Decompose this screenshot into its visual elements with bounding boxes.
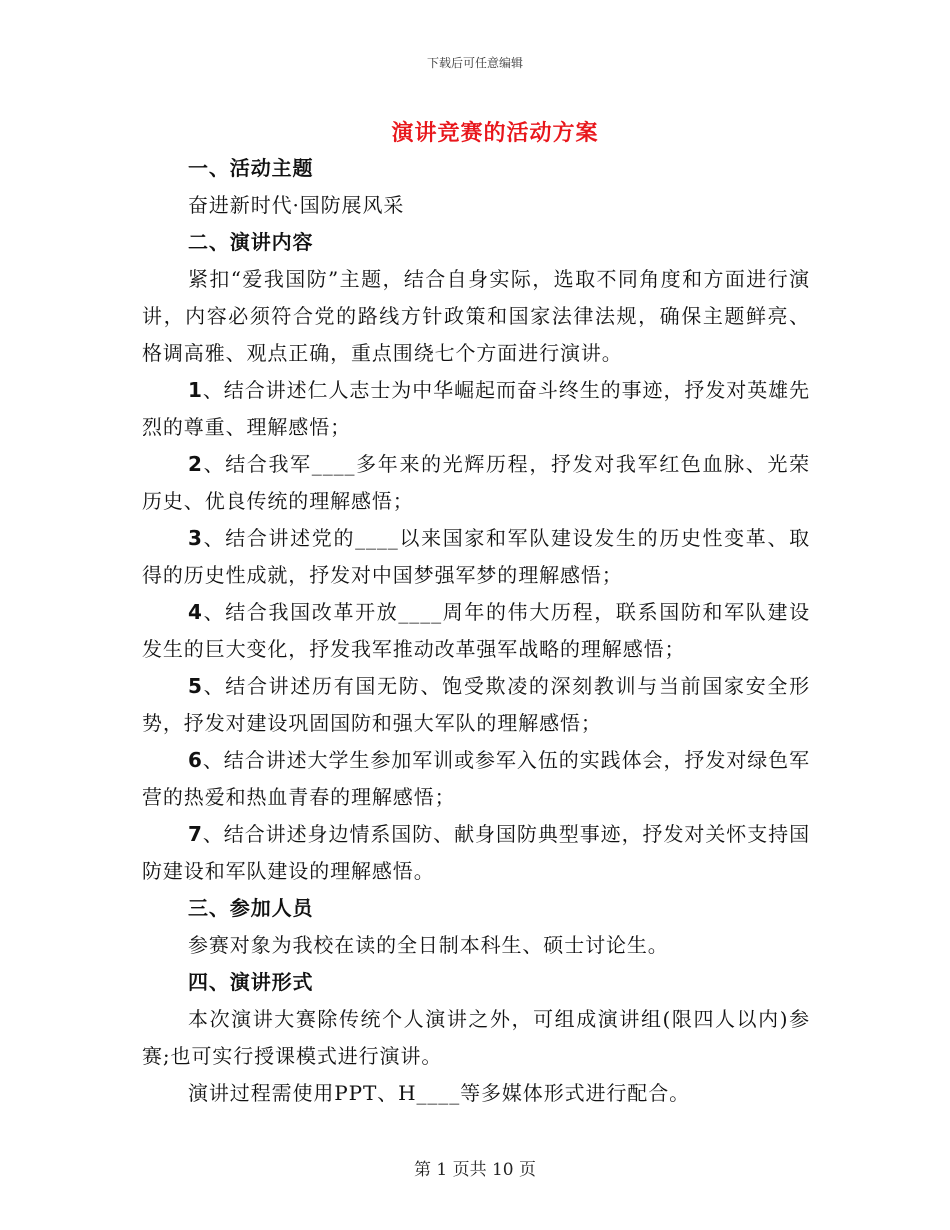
- format-text-2: 演讲过程需使用PPT、H____等多媒体形式进行配合。: [188, 1081, 690, 1105]
- item-number: 1: [188, 378, 203, 402]
- participants-text: 参赛对象为我校在读的全日制本科生、硕士讨论生。: [188, 933, 669, 957]
- document-title: 演讲竞赛的活动方案: [391, 121, 599, 146]
- item-text: 、结合讲述党的____以来国家和军队建设发生的历史性变革、取得的历史性成就，抒发对中国梦强军梦的理解感悟；: [142, 526, 810, 587]
- content-item-4: [142, 594, 810, 668]
- content-item-2: [142, 446, 810, 520]
- item-number: 6: [188, 748, 203, 772]
- document-body: [142, 150, 810, 1112]
- content-intro: 紧扣“爱我国防”主题，结合自身实际，选取不同角度和方面进行演讲，内容必须符合党的路线方针政策和国家法律法规，确保主题鲜亮、格调高雅、观点正确，重点围绕七个方面进行演讲。: [142, 267, 810, 365]
- item-number: 4: [188, 600, 203, 624]
- section-heading-participants: 三、参加人员: [188, 896, 314, 920]
- item-number: 5: [188, 674, 203, 698]
- section-heading-theme: 一、活动主题: [188, 156, 314, 180]
- section-heading-content: 二、演讲内容: [188, 230, 314, 254]
- item-text: 、结合讲述大学生参加军训或参军入伍的实践体会，抒发对绿色军营的热爱和热血青春的理解感悟；: [142, 748, 810, 809]
- item-number: 2: [188, 452, 203, 476]
- content-item-6: [142, 742, 810, 816]
- format-text-1: 本次演讲大赛除传统个人演讲之外，可组成演讲组(限四人以内)参赛;也可实行授课模式进行演讲。: [142, 1007, 810, 1068]
- item-text: 、结合讲述历有国无防、饱受欺凌的深刻教训与当前国家安全形势，抒发对建设巩固国防和强大军队的理解感悟；: [142, 674, 810, 735]
- item-text: 、结合讲述仁人志士为中华崛起而奋斗终生的事迹，抒发对英雄先烈的尊重、理解感悟；: [142, 378, 810, 439]
- content-item-7: [142, 816, 810, 890]
- theme-text: 奋进新时代·国防展风采: [188, 193, 405, 217]
- item-text: 、结合我军____多年来的光辉历程，抒发对我军红色血脉、光荣历史、优良传统的理解感悟；: [142, 452, 810, 513]
- item-text: 、结合讲述身边情系国防、献身国防典型事迹，抒发对关怀支持国防建设和军队建设的理解感悟。: [142, 822, 810, 883]
- content-item-5: [142, 668, 810, 742]
- section-heading-format: 四、演讲形式: [188, 970, 314, 994]
- content-item-1: [142, 372, 810, 446]
- item-number: 3: [188, 526, 203, 550]
- header-note: 下载后可任意编辑: [426, 56, 523, 70]
- item-number: 7: [188, 822, 203, 846]
- page-footer: 第 1 页共 10 页: [413, 1160, 537, 1180]
- item-text: 、结合我国改革开放____周年的伟大历程，联系国防和军队建设发生的巨大变化，抒发我军推动改革强军战略的理解感悟；: [142, 600, 810, 661]
- content-item-3: [142, 520, 810, 594]
